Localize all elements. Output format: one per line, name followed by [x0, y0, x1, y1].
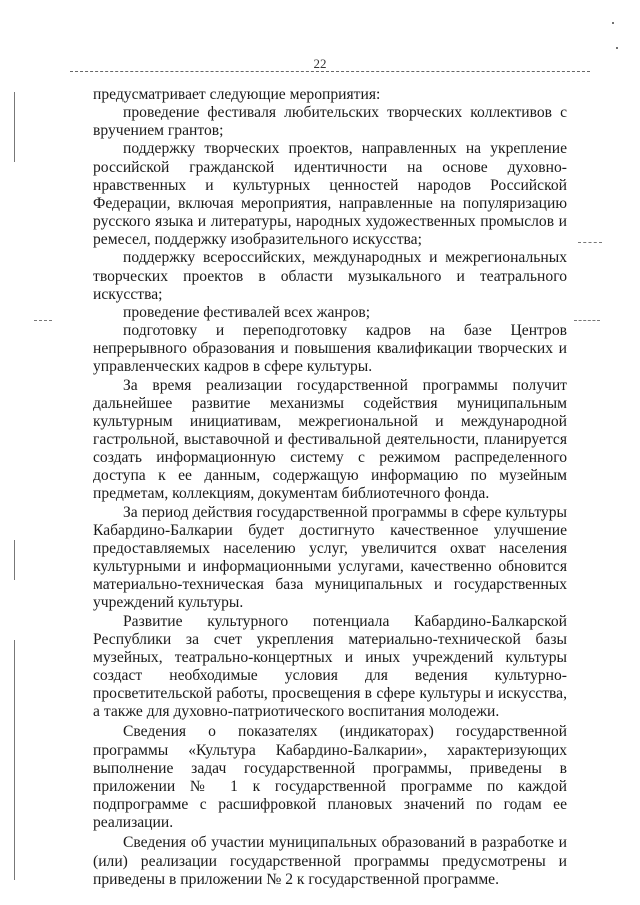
header-rule	[70, 71, 590, 72]
scan-dash-right-2	[574, 320, 600, 321]
paragraph: Сведения об участии муниципальных образований в разработке и (или) реализации государственной программы предусмотрены и приведены в приложении № 2 к государственной программе.	[93, 834, 567, 888]
paragraph: За период действия государственной программы в сфере культуры Кабардино-Балкарии будет достигнуто качественное улучшение предоставляемых населению услуг, увеличится охват населения культурными и информационными услугами, качественно обновится материально-техническая база муниципальных и государственных учреждений культуры.	[93, 503, 567, 612]
paragraph: Сведения о показателях (индикаторах) государственной программы «Культура Кабардино-Балкарии», характеризующих выполнение задач государственной программы, приведены в приложении № 1 к государственной программе по каждой подпрограмме с расшифровкой плановых значений по годам ее реализации.	[93, 723, 567, 832]
paragraph: подготовку и переподготовку кадров на базе Центров непрерывного образования и повышения квалификации творческих и управленческих кадров в сфере культуры.	[93, 322, 567, 376]
page-number: 22	[313, 56, 327, 71]
paragraph: поддержку всероссийских, международных и межрегиональных творческих проектов в области музыкального и театрального искусства;	[93, 249, 567, 303]
scan-mark-left-3	[14, 640, 15, 880]
scan-mark-left-1	[14, 92, 15, 162]
scan-dash-left	[34, 320, 52, 321]
paragraph: За время реализации государственной программы получит дальнейшее развитие механизмы содействия муниципальным культурным инициативам, межрегиональной и международной гастрольной, выставочной и фестивальной деятельности, планируется создать информационную систему с режимом распределенного доступа к ее данным, содержащую информацию по музейным предметам, коллекциям, документам библиотечного фонда.	[93, 376, 567, 503]
paragraph: Развитие культурного потенциала Кабардино-Балкарской Республики за счет укрепления материально-технической базы музейных, театрально-концертных и иных учреждений культуры создаст необходимые условия для ведения культурно-просветительской работы, просвещения в сфере культуры и искусства, а также для духовно-патриотического воспитания молодежи.	[93, 612, 567, 721]
paragraph: проведение фестиваля любительских творческих коллективов с вручением грантов;	[93, 104, 567, 140]
scan-speck-2	[616, 47, 618, 49]
scan-dash-right-1	[578, 242, 602, 243]
paragraph: поддержку творческих проектов, направленных на укрепление российской гражданской идентичности на основе духовно-нравственных и культурных ценностей народов Российской Федерации, включая мероприятия, направленные на популяризацию русского языка и литературы, народных художественных промыслов и ремесел, поддержку изобразительного искусства;	[93, 140, 567, 249]
scan-mark-left-2	[14, 540, 15, 580]
scan-speck-1	[612, 22, 614, 24]
paragraph: проведение фестивалей всех жанров;	[123, 303, 371, 321]
document-body	[93, 86, 567, 889]
paragraph: предусматривает следующие мероприятия:	[93, 86, 381, 103]
